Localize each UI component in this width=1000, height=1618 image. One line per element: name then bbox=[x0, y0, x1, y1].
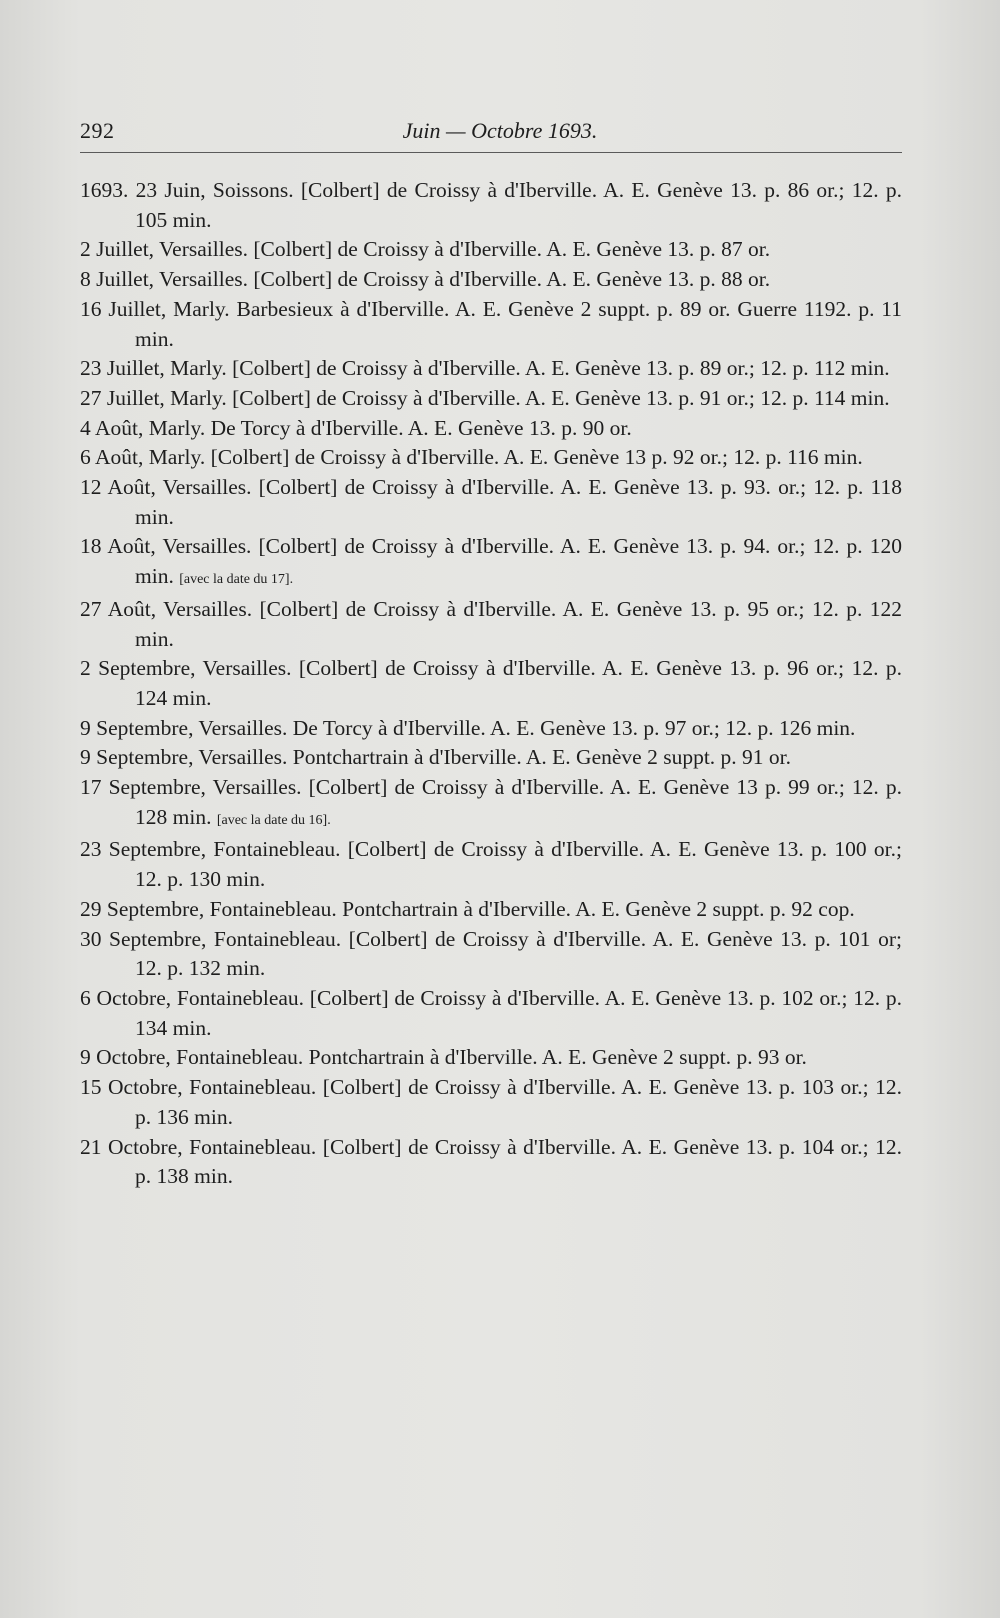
page-header bbox=[80, 118, 920, 150]
header-rule bbox=[80, 152, 902, 153]
entry-text: 1693. 23 Juin, Soissons. [Colbert] de Croissy à d'Iberville. A. E. Genève 13. p. 86 or.; 12. p. 105 min. bbox=[80, 178, 902, 232]
entry-text: 9 Septembre, Versailles. Pontchartrain à d'Iberville. A. E. Genève 2 suppt. p. 91 or. bbox=[80, 745, 792, 770]
entry-text: 9 Octobre, Fontainebleau. Pontchartrain à d'Iberville. A. E. Genève 2 suppt. p. 93 or. bbox=[80, 1045, 807, 1070]
entry-text: 9 Septembre, Versailles. De Torcy à d'Iberville. A. E. Genève 13. p. 97 or.; 12. p. 126 min. bbox=[80, 715, 856, 740]
entry-text: 17 Septembre, Versailles. [Colbert] de Croissy à d'Iberville. A. E. Genève 13 p. 99 or.; 12. p. 128 min. bbox=[80, 775, 902, 829]
entry bbox=[80, 532, 902, 594]
entry bbox=[80, 925, 902, 984]
entry-note: [avec la date du 16]. bbox=[216, 812, 331, 828]
entry bbox=[80, 265, 902, 295]
entry bbox=[80, 1133, 902, 1192]
entry bbox=[80, 743, 902, 773]
entry-text: 2 Juillet, Versailles. [Colbert] de Croissy à d'Iberville. A. E. Genève 13. p. 87 or. bbox=[80, 237, 771, 262]
entry bbox=[80, 835, 902, 894]
entry-text: 23 Septembre, Fontainebleau. [Colbert] de Croissy à d'Iberville. A. E. Genève 13. p. 100 or.; 12. p. 130 min. bbox=[80, 837, 902, 892]
entry bbox=[80, 1043, 902, 1073]
running-head: Juin — Octobre 1693. bbox=[402, 118, 598, 143]
entry-text: 30 Septembre, Fontainebleau. [Colbert] de Croissy à d'Iberville. A. E. Genève 13. p. 101 or; 12. p. 132 min. bbox=[80, 926, 902, 981]
entry-text: 6 Octobre, Fontainebleau. [Colbert] de Croissy à d'Iberville. A. E. Genève 13. p. 102 or.; 12. p. 134 min. bbox=[80, 985, 902, 1040]
entry bbox=[80, 984, 902, 1043]
entry bbox=[80, 1073, 902, 1132]
entry-text: 12 Août, Versailles. [Colbert] de Croissy à d'Iberville. A. E. Genève 13. p. 93. or.; 12. p. 118 min. bbox=[80, 475, 902, 529]
entry bbox=[80, 654, 902, 713]
entry-text: 4 Août, Marly. De Torcy à d'Iberville. A. E. Genève 13. p. 90 or. bbox=[80, 415, 632, 440]
entry bbox=[80, 714, 902, 744]
entry-list bbox=[80, 176, 902, 1192]
entry-text: 27 Août, Versailles. [Colbert] de Croissy à d'Iberville. A. E. Genève 13. p. 95 or.; 12. p. 122 min. bbox=[80, 596, 902, 651]
entry bbox=[80, 895, 902, 925]
entry-text: 21 Octobre, Fontainebleau. [Colbert] de Croissy à d'Iberville. A. E. Genève 13. p. 104 or.; 12. p. 138 min. bbox=[80, 1134, 902, 1189]
entry bbox=[80, 354, 902, 384]
entry-text: 29 Septembre, Fontainebleau. Pontchartrain à d'Iberville. A. E. Genève 2 suppt. p. 92 cop. bbox=[80, 896, 855, 921]
entry-text: 27 Juillet, Marly. [Colbert] de Croissy à d'Iberville. A. E. Genève 13. p. 91 or.; 12. p. 114 min. bbox=[80, 385, 890, 410]
entry bbox=[80, 773, 902, 835]
entry-text: 15 Octobre, Fontainebleau. [Colbert] de Croissy à d'Iberville. A. E. Genève 13. p. 103 or.; 12. p. 136 min. bbox=[80, 1075, 902, 1129]
entry bbox=[80, 473, 902, 532]
entry bbox=[80, 414, 902, 444]
entry-text: 6 Août, Marly. [Colbert] de Croissy à d'Iberville. A. E. Genève 13 p. 92 or.; 12. p. 116 min. bbox=[80, 445, 863, 470]
entry-text: 2 Septembre, Versailles. [Colbert] de Croissy à d'Iberville. A. E. Genève 13. p. 96 or.; 12. p. 124 min. bbox=[80, 656, 902, 710]
entry bbox=[80, 235, 902, 265]
entry bbox=[80, 176, 902, 235]
entry bbox=[80, 384, 902, 414]
entry bbox=[80, 443, 902, 473]
entry bbox=[80, 295, 902, 354]
entry-text: 8 Juillet, Versailles. [Colbert] de Croissy à d'Iberville. A. E. Genève 13. p. 88 or. bbox=[80, 267, 771, 292]
entry-text: 23 Juillet, Marly. [Colbert] de Croissy à d'Iberville. A. E. Genève 13. p. 89 or.; 12. p. 112 min. bbox=[80, 356, 890, 381]
page-number: 292 bbox=[80, 118, 115, 143]
entry bbox=[80, 595, 902, 654]
entry-text: 16 Juillet, Marly. Barbesieux à d'Iberville. A. E. Genève 2 suppt. p. 89 or. Guerre 1192. p. 11 min. bbox=[80, 296, 902, 351]
entry-text: 18 Août, Versailles. [Colbert] de Croissy à d'Iberville. A. E. Genève 13. p. 94. or.; 12. p. 120 min. bbox=[80, 534, 902, 589]
entry-note: [avec la date du 17]. bbox=[179, 572, 294, 588]
